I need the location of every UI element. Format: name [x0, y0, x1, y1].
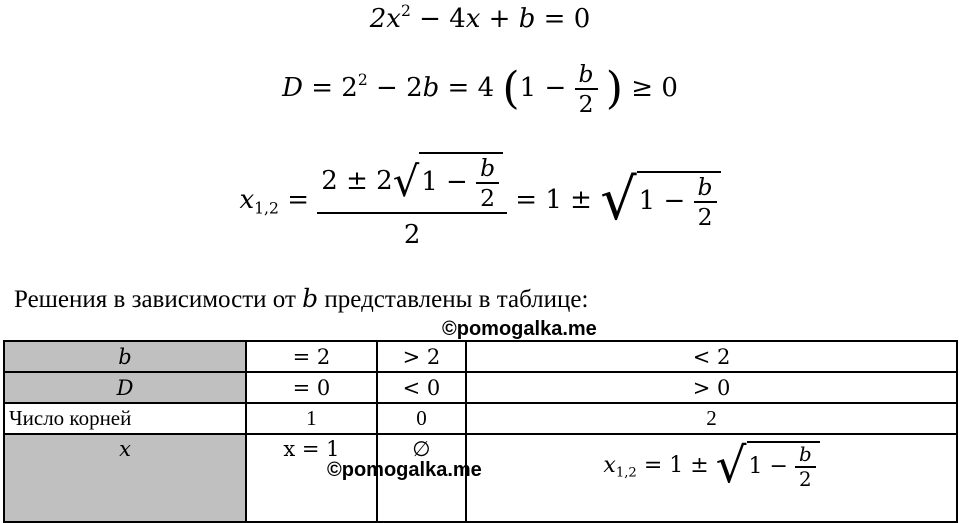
row-head-d: D	[4, 372, 246, 403]
intro-var: b	[302, 284, 319, 313]
row-head-b: b	[4, 341, 246, 372]
watermark-top: ©pomogalka.me	[442, 318, 597, 340]
equation-discriminant: $D = 2^2 - 2b = 4$ (1 − $\frac{b}{2}$ ) ≥ 0	[282, 60, 678, 118]
cell-roots-2: 2	[466, 403, 957, 434]
x-single-root: x = 1	[283, 437, 340, 461]
x-two-roots: $x_{1,2} = 1 \pm √1$ − $\frac{b}{2}$	[467, 435, 956, 519]
intro-text-after: представлены в таблице:	[324, 286, 589, 313]
cell-d-lt0: < 0	[377, 372, 466, 403]
cell-x-single	[246, 434, 482, 522]
intro-text-before: Решения в зависимости от	[14, 286, 296, 313]
cell-d-eq0: = 0	[246, 372, 377, 403]
table-row	[4, 434, 957, 522]
table-row	[4, 403, 957, 434]
cell-roots-1: 1	[246, 403, 377, 434]
cell-b-gt2: > 2	[377, 341, 466, 372]
watermark-table: ©pomogalka.me	[327, 459, 482, 481]
cell-b-lt2: < 2	[466, 341, 957, 372]
cell-x-two	[466, 434, 957, 522]
cell-x-empty: ∅	[377, 434, 466, 522]
equation-quadratic: $2x^2 - 4x + b = 0$	[369, 2, 591, 34]
row-head-roots: Число корней	[4, 403, 246, 434]
cell-d-gt0: > 0	[466, 372, 957, 403]
cell-b-eq2: = 2	[246, 341, 377, 372]
solutions-table	[3, 340, 958, 523]
cell-roots-0: 0	[377, 403, 466, 434]
table-row	[4, 372, 957, 403]
table-row	[4, 341, 957, 372]
equation-roots: $x_{1,2}$ = 2 ± 2√1 − $\frac{b}{2}$ 2 = 1 ± √1 − $\frac{b}{2}$	[0, 152, 960, 250]
row-head-x: x	[4, 434, 246, 522]
intro-text	[14, 284, 588, 314]
